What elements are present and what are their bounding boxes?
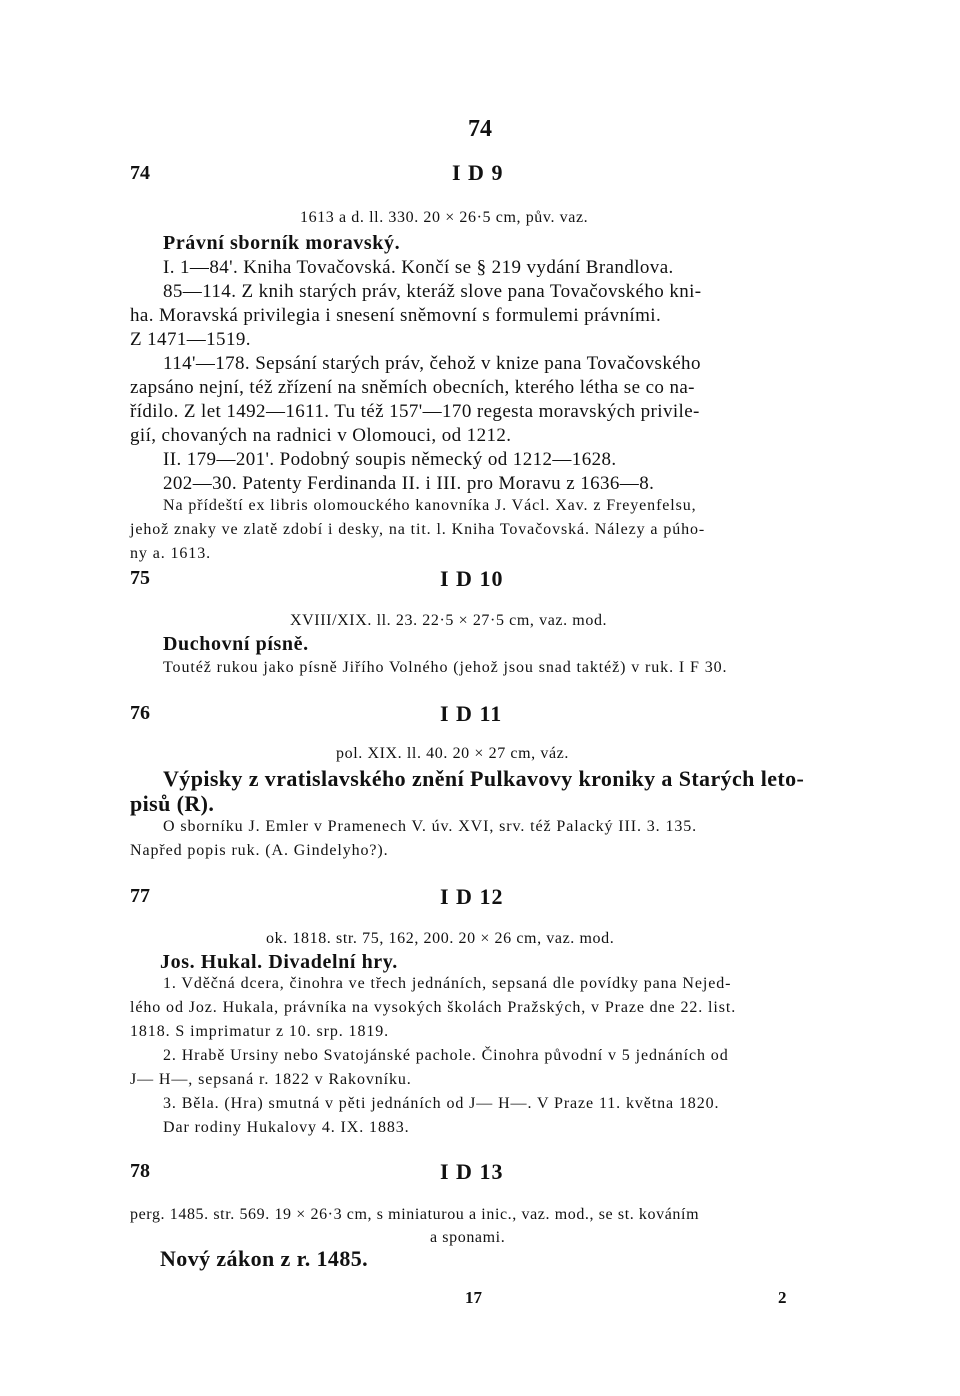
entry-number: 74 bbox=[130, 162, 150, 184]
entry-number: 76 bbox=[130, 702, 150, 724]
manuscript-title: Duchovní písně. bbox=[163, 633, 309, 655]
content-line: gií, chovaných na radnici v Olomouci, od 1212. bbox=[130, 425, 512, 446]
manuscript-title: Právní sborník moravský. bbox=[163, 232, 401, 254]
provenance-note: Toutéž rukou jako písně Jiřího Volného (jehož jsou snad taktéž) v ruk. I F 30. bbox=[163, 659, 728, 676]
page-number: 74 bbox=[468, 116, 492, 142]
manuscript-title: Nový zákon z r. 1485. bbox=[160, 1246, 369, 1271]
manuscript-title: Jos. Hukal. Divadelní hry. bbox=[160, 951, 398, 973]
content-line: I. 1—84'. Kniha Tovačovská. Končí se § 219 vydání Brandlova. bbox=[163, 257, 674, 278]
manuscript-metadata: 1613 a d. ll. 330. 20 × 26·5 cm, pův. vaz. bbox=[300, 209, 589, 226]
manuscript-metadata: pol. XIX. ll. 40. 20 × 27 cm, váz. bbox=[336, 745, 569, 762]
shelf-mark: I D 10 bbox=[440, 566, 504, 591]
manuscript-metadata: a sponami. bbox=[430, 1229, 506, 1246]
provenance-note: O sborníku J. Emler v Pramenech V. úv. XVI, srv. též Palacký III. 3. 135. bbox=[163, 818, 698, 835]
play-item: 2. Hrabě Ursiny nebo Svatojánské pachole. Činohra původní v 5 jednáních od bbox=[163, 1047, 729, 1064]
shelf-mark: I D 13 bbox=[440, 1159, 504, 1184]
manuscript-metadata: perg. 1485. str. 569. 19 × 26·3 cm, s miniaturou a inic., vaz. mod., se st. kováním bbox=[130, 1206, 700, 1223]
manuscript-title: Výpisky z vratislavského znění Pulkavovy kroniky a Starých leto- bbox=[163, 766, 805, 791]
manuscript-title: pisů (R). bbox=[130, 791, 215, 816]
content-line: 85—114. Z knih starých práv, kteráž slove pana Tovačovského kni- bbox=[163, 281, 702, 302]
entry-number: 77 bbox=[130, 885, 150, 907]
content-line: ha. Moravská privilegia i snesení sněmovní s formulemi právními. bbox=[130, 305, 662, 326]
provenance-note: Napřed popis ruk. (A. Gindelyho?). bbox=[130, 842, 389, 859]
shelf-mark: I D 9 bbox=[452, 160, 504, 185]
provenance-note: jehož znaky ve zlatě zdobí i desky, na tit. l. Kniha Tovačovská. Nálezy a púho- bbox=[130, 521, 706, 538]
shelf-mark: I D 11 bbox=[440, 701, 503, 726]
provenance-note: Na přídeští ex libris olomouckého kanovníka J. Václ. Xav. z Freyenfelsu, bbox=[163, 497, 697, 514]
provenance-note: ny a. 1613. bbox=[130, 545, 212, 562]
entry-number: 78 bbox=[130, 1160, 150, 1182]
content-line: zapsáno nejní, též zřízení na sněmích obecních, kterého létha se co na- bbox=[130, 377, 695, 398]
shelf-mark: I D 12 bbox=[440, 884, 504, 909]
content-line: 114'—178. Sepsání starých práv, čehož v knize pana Tovačovského bbox=[163, 353, 701, 374]
play-item: lého od Joz. Hukala, právníka na vysokých školách Pražských, v Praze dne 22. list. bbox=[130, 999, 737, 1016]
provenance-note: Dar rodiny Hukalovy 4. IX. 1883. bbox=[163, 1119, 410, 1136]
content-line: 202—30. Patenty Ferdinanda II. i III. pro Moravu z 1636—8. bbox=[163, 473, 655, 494]
play-item: 3. Běla. (Hra) smutná v pěti jednáních od J— H—. V Praze 11. května 1820. bbox=[163, 1095, 720, 1112]
play-item: J— H—, sepsaná r. 1822 v Rakovníku. bbox=[130, 1071, 412, 1088]
sheet-number: 2 bbox=[778, 1288, 787, 1307]
manuscript-metadata: ok. 1818. str. 75, 162, 200. 20 × 26 cm, vaz. mod. bbox=[266, 930, 615, 947]
printer-signature: 17 bbox=[465, 1288, 482, 1307]
content-line: II. 179—201'. Podobný soupis německý od 1212—1628. bbox=[163, 449, 617, 470]
manuscript-metadata: XVIII/XIX. ll. 23. 22·5 × 27·5 cm, vaz. mod. bbox=[290, 612, 608, 629]
entry-number: 75 bbox=[130, 567, 150, 589]
content-line: řídilo. Z let 1492—1611. Tu též 157'—170 regesta moravských privile- bbox=[130, 401, 700, 422]
play-item: 1. Vděčná dcera, činohra ve třech jednáních, sepsaná dle povídky pana Nejed- bbox=[163, 975, 732, 992]
play-item: 1818. S imprimatur z 10. srp. 1819. bbox=[130, 1023, 390, 1040]
content-line: Z 1471—1519. bbox=[130, 329, 251, 350]
